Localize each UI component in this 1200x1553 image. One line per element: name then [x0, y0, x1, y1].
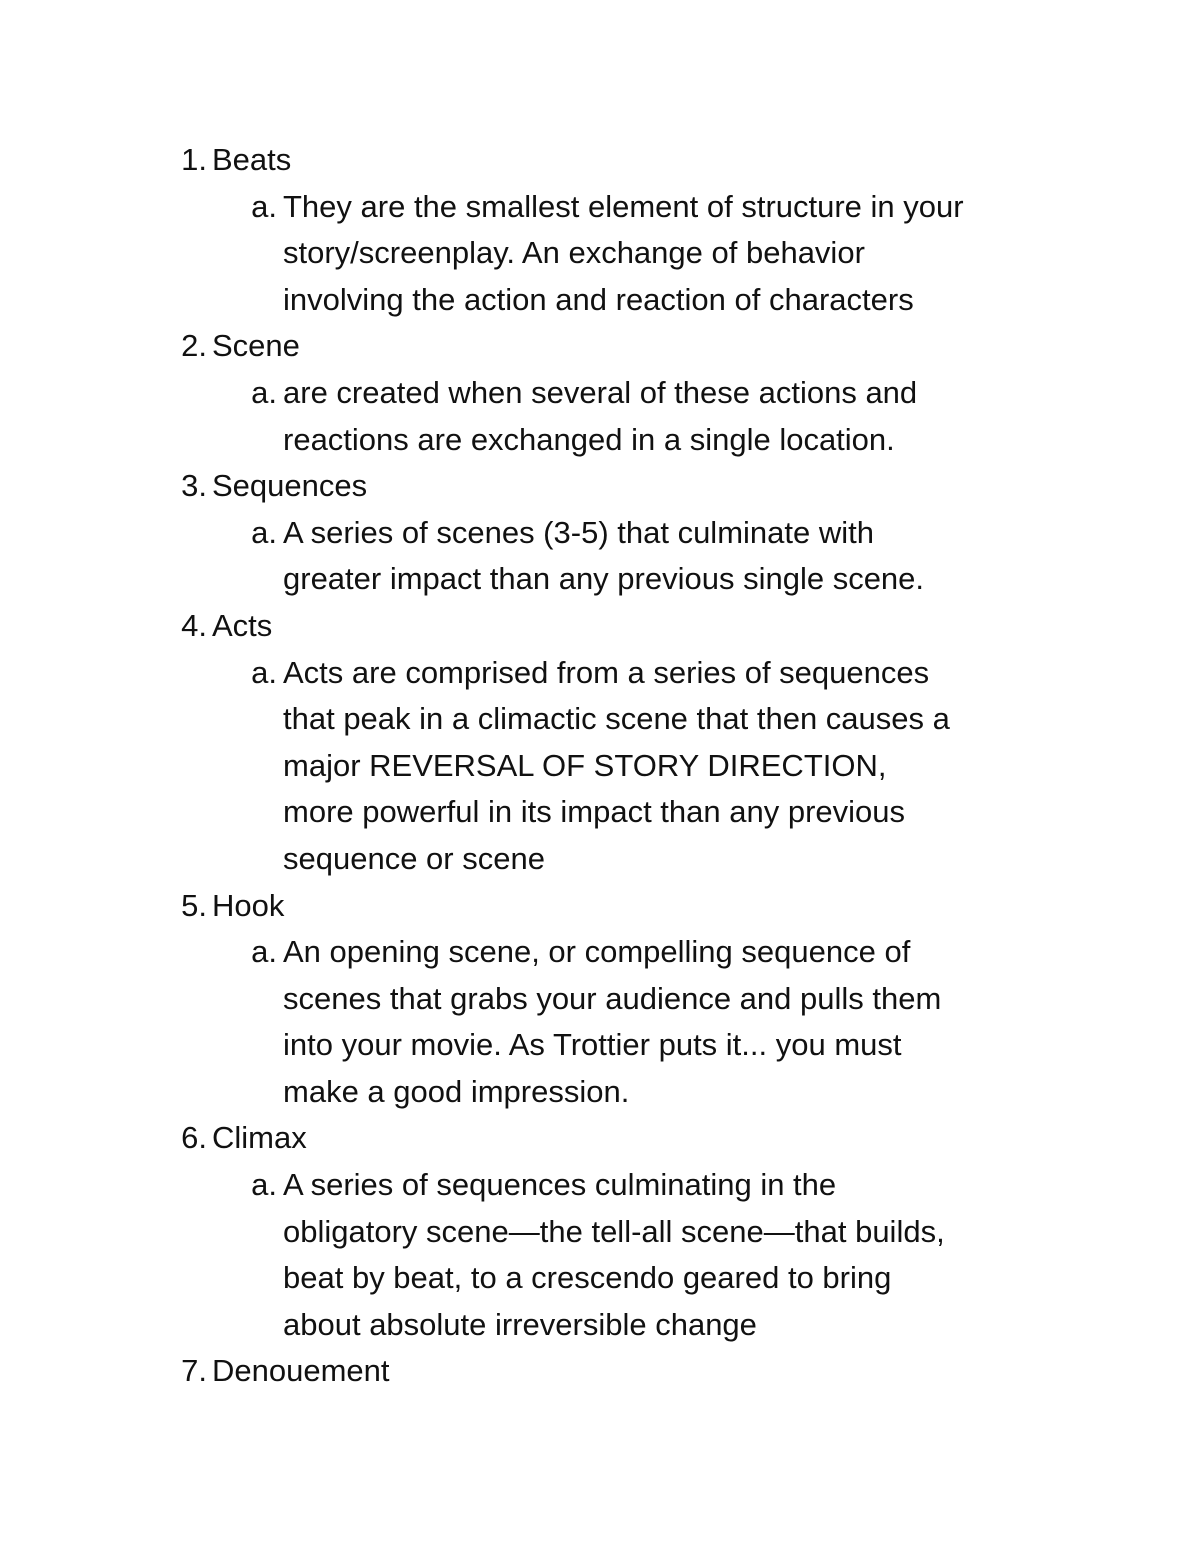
- sub-item-marker: a.: [251, 514, 277, 550]
- text-line: They are the smallest element of structure in your: [283, 188, 964, 224]
- item-title: Denouement: [212, 1353, 390, 1389]
- text-line: An opening scene, or compelling sequence of: [283, 934, 911, 970]
- sub-item-marker: a.: [251, 188, 277, 224]
- text-line: greater impact than any previous single scene.: [283, 561, 925, 597]
- sub-item-definition: [0, 184, 1200, 324]
- sub-item-definition: [0, 650, 1200, 883]
- text-line: A series of scenes (3-5) that culminate with: [283, 514, 874, 550]
- sub-item-text: [0, 510, 1200, 603]
- sub-item-text: [0, 650, 1200, 883]
- outline-item-scene: [0, 323, 1200, 463]
- sub-list: [0, 184, 1200, 324]
- item-number: 7.: [181, 1353, 207, 1389]
- sub-item-marker: a.: [251, 934, 277, 970]
- text-line: more powerful in its impact than any previous: [283, 794, 906, 830]
- text-line: make a good impression.: [283, 1073, 630, 1109]
- item-number: 4.: [181, 607, 207, 643]
- sub-list: [0, 650, 1200, 883]
- item-title: Acts: [212, 607, 273, 643]
- outline-item-acts: [0, 603, 1200, 883]
- item-title: Sequences: [212, 468, 368, 504]
- sub-list: [0, 370, 1200, 463]
- sub-item-definition: [0, 929, 1200, 1115]
- sub-list: [0, 929, 1200, 1115]
- item-title: Beats: [212, 142, 292, 177]
- text-line: A series of sequences culminating in the: [283, 1167, 837, 1203]
- sub-item-marker: a.: [251, 1167, 277, 1203]
- text-line: involving the action and reaction of characters: [283, 281, 914, 317]
- text-line: sequence or scene: [283, 840, 545, 876]
- sub-item-text: [0, 929, 1200, 1115]
- sub-item-definition: [0, 1162, 1200, 1348]
- outline-item-climax: [0, 1115, 1200, 1348]
- sub-item-text: [0, 370, 1200, 463]
- sub-item-marker: a.: [251, 374, 277, 410]
- item-title: Scene: [212, 328, 300, 364]
- story-structure-outline: [0, 137, 1200, 1395]
- text-line: scenes that grabs your audience and pulls them: [283, 980, 942, 1016]
- text-line: obligatory scene—the tell-all scene—that builds,: [283, 1213, 945, 1249]
- sub-item-text: [0, 1162, 1200, 1348]
- text-line: reactions are exchanged in a single location.: [283, 421, 895, 457]
- text-line: beat by beat, to a crescendo geared to bring: [283, 1260, 892, 1296]
- item-number: 5.: [181, 887, 207, 923]
- text-line: are created when several of these actions and: [283, 374, 918, 410]
- sub-item-text: [0, 184, 1200, 324]
- text-line: Acts are comprised from a series of sequences: [283, 654, 930, 690]
- sub-item-marker: a.: [251, 654, 277, 690]
- item-number: 2.: [181, 328, 207, 364]
- outline-item-sequences: [0, 463, 1200, 603]
- sub-list: [0, 510, 1200, 603]
- text-line: story/screenplay. An exchange of behavior: [283, 235, 865, 271]
- sub-list: [0, 1162, 1200, 1348]
- text-line: into your movie. As Trottier puts it... you must: [283, 1027, 902, 1063]
- item-number: 3.: [181, 468, 207, 504]
- item-number: 1.: [181, 142, 207, 177]
- sub-item-definition: [0, 510, 1200, 603]
- text-line: about absolute irreversible change: [283, 1306, 757, 1342]
- outline-item-denouement: [0, 1348, 1200, 1395]
- text-line: that peak in a climactic scene that then causes a: [283, 701, 950, 737]
- item-title: Climax: [212, 1120, 307, 1156]
- text-line: major REVERSAL OF STORY DIRECTION,: [283, 747, 887, 783]
- item-number: 6.: [181, 1120, 207, 1156]
- sub-item-definition: [0, 370, 1200, 463]
- outline-item-hook: [0, 883, 1200, 1116]
- outline-item-beats: [0, 137, 1200, 323]
- item-title: Hook: [212, 887, 285, 923]
